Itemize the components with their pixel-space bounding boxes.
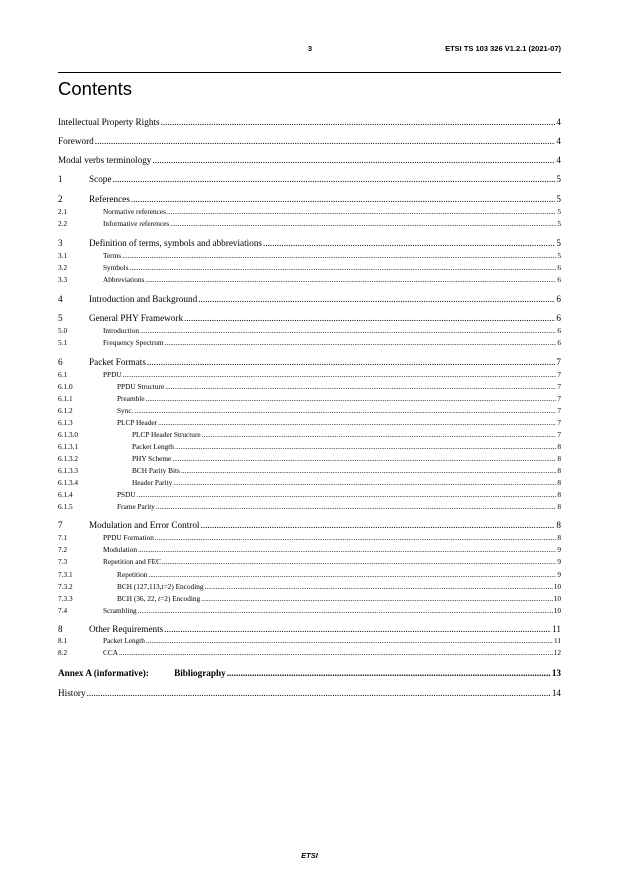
toc-entry-title: PHY Scheme [132,454,172,463]
toc-entry-title: Foreword [58,136,94,146]
toc-entry[interactable] [58,357,561,367]
toc-entry-number: 3.1 [58,251,68,260]
toc-entry-title: PPDU Formation [103,533,154,542]
toc-dot-leader [119,648,553,657]
toc-entry-number: 6.1.4 [58,490,73,499]
toc-entry-page: 4 [556,117,561,127]
toc-entry-number: 8.2 [58,648,68,657]
toc-entry[interactable] [58,520,561,530]
toc-entry-page: 11 [552,624,561,634]
toc-entry-page: 7 [557,370,561,379]
toc-dot-leader [158,418,556,427]
toc-entry-title: BCH Parity Bits [132,466,180,475]
toc-entry[interactable] [58,545,561,554]
page-number: 3 [307,44,313,53]
toc-entry-page: 5 [557,251,561,260]
toc-entry-number: 7 [58,520,63,530]
toc-entry[interactable] [58,478,561,487]
toc-dot-leader [152,155,555,165]
toc-entry-page: 5 [556,194,561,204]
toc-dot-leader [148,570,556,579]
toc-dot-leader [172,454,556,463]
toc-entry-number: 5.1 [58,338,68,347]
toc-entry-page: 7 [557,418,561,427]
toc-entry-title: PLCP Header Structure [132,430,201,439]
toc-dot-leader [123,370,557,379]
toc-entry-number: 8 [58,624,63,634]
toc-entry-title: References [89,194,130,204]
toc-entry-number: 7.1 [58,533,68,542]
toc-entry-title: Intellectual Property Rights [58,117,160,127]
toc-entry-title: Header Parity [132,478,173,487]
toc-entry[interactable] [58,624,561,634]
toc-entry[interactable] [58,174,561,184]
toc-dot-leader [201,594,553,603]
toc-entry-page: 6 [557,338,561,347]
toc-entry-number: 5.0 [58,326,68,335]
toc-dot-leader [198,294,555,304]
toc-entry-page: 9 [557,557,561,566]
toc-entry[interactable] [58,338,561,347]
toc-dot-leader [170,219,556,228]
toc-entry[interactable] [58,648,561,657]
toc-dot-leader [146,394,557,403]
toc-entry-title: Packet Length [103,636,145,645]
toc-entry-number: 8.1 [58,636,68,645]
toc-entry-page: 5 [557,207,561,216]
toc-dot-leader [145,275,556,284]
toc-entry-page: 6 [557,326,561,335]
toc-entry[interactable] [58,688,561,698]
toc-entry-number: 6.1.0 [58,382,73,391]
toc-entry-title: PPDU Structure [117,382,165,391]
toc-dot-leader [138,606,553,615]
toc-entry[interactable] [58,418,561,427]
toc-dot-leader [140,326,556,335]
toc-entry-page: 10 [553,606,561,615]
toc-entry-title: Other Requirements [89,624,164,634]
toc-entry-title: PLCP Header [117,418,158,427]
toc-entry[interactable] [58,442,561,451]
toc-entry-title: Repetition and FEC [103,557,161,566]
toc-entry-number: 5 [58,313,63,323]
toc-entry-page: 4 [556,136,561,146]
toc-entry-number: 6.1.3.2 [58,454,79,463]
toc-entry-number: 7.3.1 [58,570,73,579]
toc-entry-page: 8 [557,502,561,511]
toc-entry[interactable] [58,636,561,645]
toc-dot-leader [137,490,557,499]
toc-dot-leader [184,313,555,323]
toc-entry-title: Introduction [103,326,140,335]
toc-entry-title: Terms [103,251,122,260]
toc-entry-title: Modal verbs terminology [58,155,152,165]
toc-entry-page: 6 [557,275,561,284]
toc-entry-page: 8 [557,478,561,487]
toc-entry-title: Abbreviations [103,275,145,284]
toc-entry[interactable] [58,394,561,403]
toc-entry-page: 10 [553,582,561,591]
toc-entry-title: Introduction and Background [89,294,198,304]
document-id: ETSI TS 103 326 V1.2.1 (2021-07) [445,44,561,53]
toc-entry[interactable] [58,326,561,335]
toc-entry-number: 6.1.3.0 [58,430,79,439]
toc-dot-leader [156,502,556,511]
toc-entry-number: 7.2 [58,545,68,554]
toc-dot-leader [95,136,556,146]
toc-entry-page: 7 [557,406,561,415]
toc-dot-leader [112,174,555,184]
page-title: Contents [58,78,133,99]
toc-entry[interactable] [58,313,561,323]
toc-dot-leader [202,430,557,439]
toc-entry[interactable] [58,502,561,511]
toc-entry-title: Scrambling [103,606,137,615]
toc-entry-page: 8 [557,533,561,542]
toc-entry-page: 13 [551,668,561,678]
toc-entry-title: Symbols [103,263,129,272]
toc-dot-leader [155,533,556,542]
toc-dot-leader [205,582,553,591]
toc-dot-leader [134,406,556,415]
toc-entry[interactable] [58,194,561,204]
toc-entry-page: 6 [557,263,561,272]
toc-entry-page: 11 [553,636,561,645]
toc-entry-title: Scope [89,174,112,184]
toc-entry-title: General PHY Framework [89,313,184,323]
toc-entry-number: 6 [58,357,63,367]
toc-entry-number: 7.4 [58,606,68,615]
toc-dot-leader [263,238,555,248]
toc-entry-number: 2.1 [58,207,68,216]
toc-entry[interactable] [58,275,561,284]
toc-entry-number: 1 [58,174,63,184]
toc-entry-number: 6.1.2 [58,406,73,415]
toc-dot-leader [165,338,557,347]
toc-entry-number: 6.1.3.4 [58,478,79,487]
toc-entry-page: 8 [556,520,561,530]
toc-entry[interactable] [58,136,561,146]
toc-entry-number: 3 [58,238,63,248]
toc-entry-number: 7.3.3 [58,594,73,603]
toc-entry-number: 6.1.3.3 [58,466,79,475]
toc-entry-page: 7 [557,382,561,391]
toc-dot-leader [181,466,557,475]
toc-entry-title: Sync. [117,406,134,415]
toc-entry-title: Normative references [103,207,166,216]
toc-dot-leader [201,520,556,530]
toc-entry[interactable] [58,430,561,439]
toc-dot-leader [173,478,556,487]
toc-dot-leader [146,636,553,645]
toc-dot-leader [87,688,551,698]
toc-entry-title: Modulation and Error Control [89,520,200,530]
toc-entry-title: Packet Formats [89,357,146,367]
toc-entry-title: Definition of terms, symbols and abbreviations [89,238,263,248]
toc-entry[interactable] [58,251,561,260]
toc-entry[interactable] [58,606,561,615]
toc-entry-number: 6.1.5 [58,502,73,511]
toc-entry-page: 9 [557,545,561,554]
toc-entry[interactable] [58,382,561,391]
toc-dot-leader [164,624,551,634]
toc-entry-page: 8 [557,454,561,463]
toc-dot-leader [122,251,556,260]
toc-entry-page: 8 [557,466,561,475]
toc-dot-leader [147,357,556,367]
toc-entry[interactable] [58,370,561,379]
toc-dot-leader [161,117,556,127]
toc-entry[interactable] [58,219,561,228]
toc-dot-leader [167,207,556,216]
toc-entry-title: PSDU [117,490,136,499]
toc-entry-number: 6.1.3.1 [58,442,79,451]
toc-entry[interactable] [58,294,561,304]
toc-entry-title: CCA [103,648,119,657]
toc-entry-page: 7 [556,357,561,367]
toc-entry-number: 2.2 [58,219,68,228]
toc-entry-title: PPDU [103,370,122,379]
toc-entry-page: 14 [551,688,561,698]
toc-entry[interactable] [58,533,561,542]
toc-entry[interactable] [58,207,561,216]
toc-entry-title: Preamble [117,394,145,403]
toc-dot-leader [138,545,556,554]
toc-entry-page: 6 [556,294,561,304]
toc-entry-title: Repetition [117,570,148,579]
toc-entry-title: History [58,688,86,698]
toc-entry-title: Frame Parity [117,502,155,511]
toc-entry[interactable] [58,454,561,463]
toc-entry-number: 7.3 [58,557,68,566]
toc-dot-leader [131,194,556,204]
toc-entry-number: 3.2 [58,263,68,272]
toc-entry[interactable] [58,668,561,678]
toc-entry-number: 6.1.3 [58,418,73,427]
footer-publisher: ETSI [301,851,318,860]
toc-entry-page: 8 [557,490,561,499]
toc-entry-title: BCH (127,113,t=2) Encoding [117,582,204,591]
toc-entry[interactable] [58,557,561,566]
toc-entry-title: BCH (36, 22, t=2) Encoding [117,594,201,603]
toc-entry-page: 12 [553,648,561,657]
toc-entry-page: 8 [557,442,561,451]
toc-entry-page: 9 [557,570,561,579]
toc-entry[interactable] [58,263,561,272]
toc-entry-page: 4 [556,155,561,165]
toc-entry-page: 7 [557,430,561,439]
toc-entry[interactable] [58,117,561,127]
toc-entry-number: 4 [58,294,63,304]
toc-entry-number: 3.3 [58,275,68,284]
toc-entry[interactable] [58,155,561,165]
toc-entry[interactable] [58,238,561,248]
toc-entry[interactable] [58,594,561,603]
toc-entry[interactable] [58,570,561,579]
toc-entry[interactable] [58,466,561,475]
toc-entry-page: 5 [556,174,561,184]
toc-dot-leader [175,442,556,451]
toc-entry-page: 6 [556,313,561,323]
toc-entry-title: Modulation [103,545,138,554]
toc-entry-number: 6.1.1 [58,394,73,403]
toc-entry[interactable] [58,490,561,499]
toc-entry-page: 5 [557,219,561,228]
toc-entry-page: 5 [556,238,561,248]
toc-dot-leader [130,263,557,272]
toc-entry-number: 7.3.2 [58,582,73,591]
toc-entry[interactable] [58,406,561,415]
toc-entry-page: 7 [557,394,561,403]
toc-entry-title: Packet Length [132,442,174,451]
toc-entry[interactable] [58,582,561,591]
toc-entry-title: Frequency Spectrum [103,338,164,347]
toc-entry-page: 10 [553,594,561,603]
toc-dot-leader [162,557,556,566]
toc-dot-leader [227,668,551,678]
toc-entry-title: Informative references [103,219,170,228]
toc-entry-number: 6.1 [58,370,68,379]
toc-dot-leader [165,382,556,391]
toc-entry-title: Annex A (informative): Bibliography [58,668,226,678]
toc-entry-number: 2 [58,194,63,204]
